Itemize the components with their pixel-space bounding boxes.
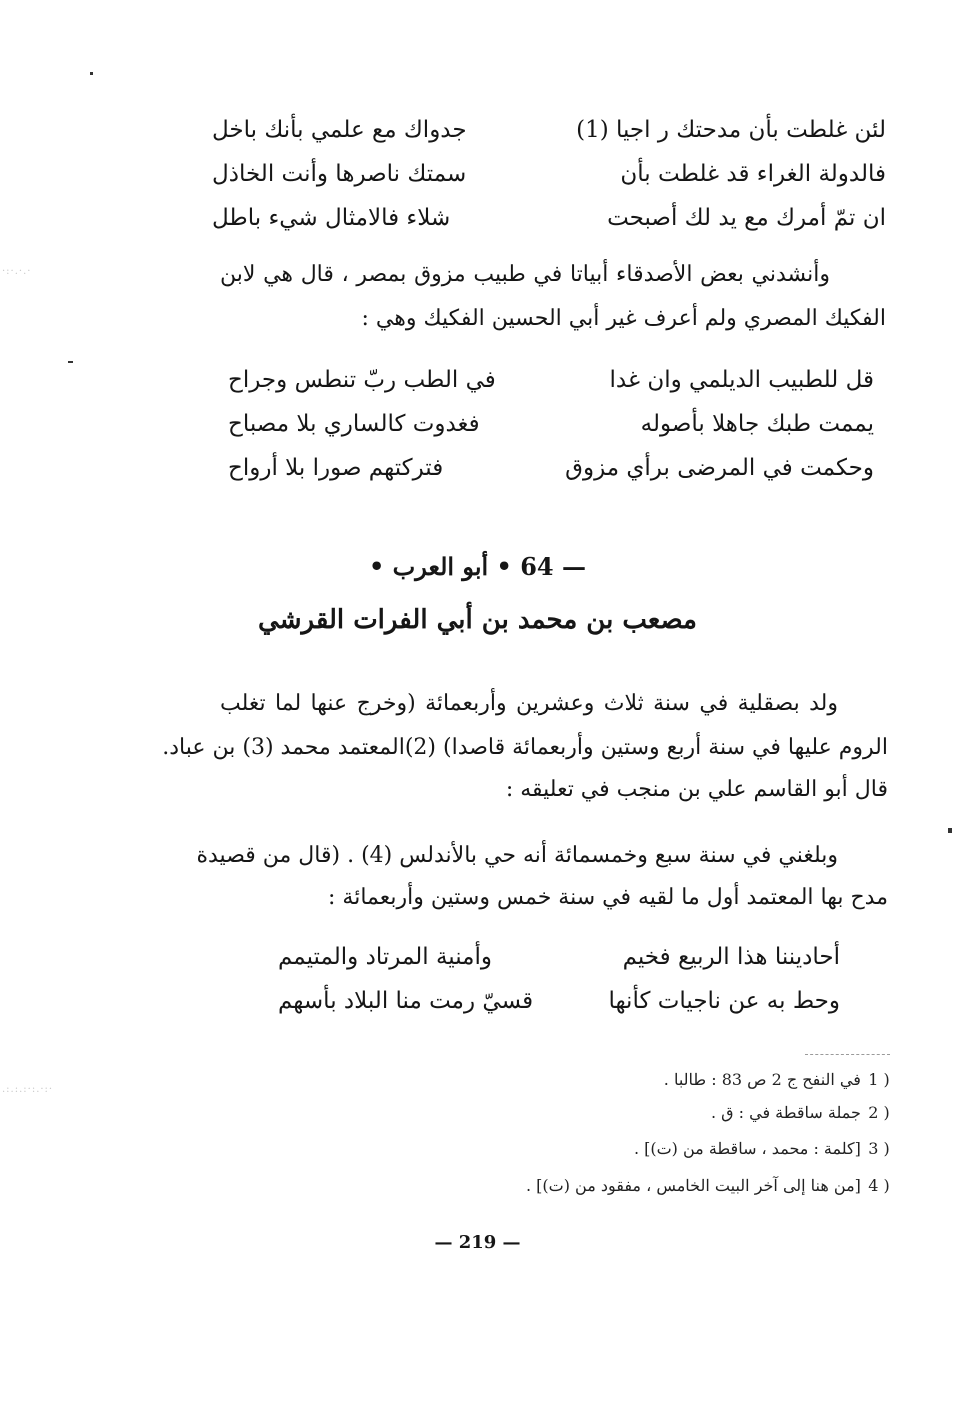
footnote-number: 1 ) <box>868 1070 890 1089</box>
verse-line <box>278 979 840 1023</box>
entry-full-name: مصعب بن محمد بن أبي الفرات القرشي <box>258 605 697 635</box>
verse-second-hemistich: سمتك ناصرها وأنت الخاذل <box>212 161 467 187</box>
footnote <box>634 1138 892 1160</box>
verse-second-hemistich: قسيّ رمت منا البلاد بأسهم <box>278 988 534 1014</box>
verse-first-hemistich: أحاديننا هذا الربيع فخيم <box>622 944 840 970</box>
verse-second-hemistich: شلاء فالامثال شيء باطل <box>212 205 451 231</box>
footnote <box>526 1175 892 1197</box>
verse-first-hemistich: ان تمّ أمرك مع يد لك أصبحت <box>607 205 886 231</box>
verse-second-hemistich: وأمنية المرتاد والمتيمم <box>278 944 492 970</box>
verse-first-hemistich: قل للطبيب الديلمي وان غدا <box>609 367 874 393</box>
entry-number-title <box>0 552 955 581</box>
paragraph-line: الروم عليها في سنة أربع وستين وأربعمائة قاصدا) (2)المعتمد محمد (3) بن عباد. <box>162 735 888 760</box>
verse-first-hemistich: وحط به عن ناجيات كأنها <box>608 988 840 1014</box>
footnote-text: [من هنا إلى آخر البيت الخامس ، مفقود من (ت)] . <box>525 1176 861 1195</box>
footnote-separator <box>805 1054 890 1055</box>
verse-line <box>278 935 840 979</box>
verse-first-hemistich: فالدولة الغراء قد غلطت بأن <box>620 161 886 187</box>
paragraph-line: الفكيك المصري ولم أعرف غير أبي الحسين الفكيك وهي : <box>361 306 886 331</box>
verse-second-hemistich: جدواك مع علمي بأنك باخل <box>212 117 467 143</box>
verse-second-hemistich: في الطب ربّ تنطس وجراح <box>228 367 496 393</box>
paragraph-line: ولد بصقلية في سنة ثلاث وعشرين وأربعمائة (وخرج عنها لما تغلب <box>220 691 838 716</box>
paragraph-line: وبلغني في سنة سبع وخمسمائة أنه حي بالأندلس (4) . (قال من قصيدة <box>196 843 838 868</box>
verse-first-hemistich: لئن غلطت بأن مدحتك ر اجيا (1) <box>576 117 886 143</box>
entry-title: • أبو العرب • <box>368 552 512 581</box>
footnote-text: في النفح ج 2 ص 83 : طالبا . <box>663 1070 861 1089</box>
verse-second-hemistich: فتركتهم صورا بلا أرواح <box>228 455 444 481</box>
footnote-text: [كلمة : محمد ، ساقطة من (ت)] . <box>633 1139 861 1158</box>
verse-first-hemistich: وحكمت في المرضى برأي مزوق <box>565 455 874 481</box>
footnote-number: 2 ) <box>868 1103 890 1122</box>
scan-noise: .:.:.:·:.·:· <box>2 1084 54 1095</box>
verse-line <box>212 196 886 240</box>
verse-second-hemistich: فغدوت كالساري بلا مصباح <box>228 411 480 437</box>
paragraph-line: وأنشدني بعض الأصدقاء أبياتا في طبيب مزوق بمصر ، قال هي لابن <box>220 262 830 287</box>
scan-speck <box>68 361 73 363</box>
scan-noise: ·:·.·.· <box>2 266 32 277</box>
verse-line <box>228 402 874 446</box>
footnote-number: 3 ) <box>868 1139 890 1158</box>
scan-speck <box>90 72 93 75</box>
verse-line <box>228 358 874 402</box>
verse-line <box>212 108 886 152</box>
footnote <box>664 1069 892 1091</box>
verse-first-hemistich: يممت طبك جاهلا بأصوله <box>640 411 874 437</box>
footnote-text: جملة ساقطة في : ق . <box>710 1103 861 1122</box>
entry-number: 64 — <box>520 552 586 581</box>
verse-line <box>228 446 874 490</box>
page-number: — 219 — <box>434 1232 521 1253</box>
footnote <box>711 1102 892 1124</box>
verse-line <box>212 152 886 196</box>
scan-speck <box>948 828 952 833</box>
footnote-number: 4 ) <box>868 1176 890 1195</box>
paragraph-line: مدح بها المعتمد أول ما لقيه في سنة خمس وستين وأربعمائة : <box>328 885 888 910</box>
paragraph-line: قال أبو القاسم علي بن منجب في تعليقه : <box>505 777 888 802</box>
